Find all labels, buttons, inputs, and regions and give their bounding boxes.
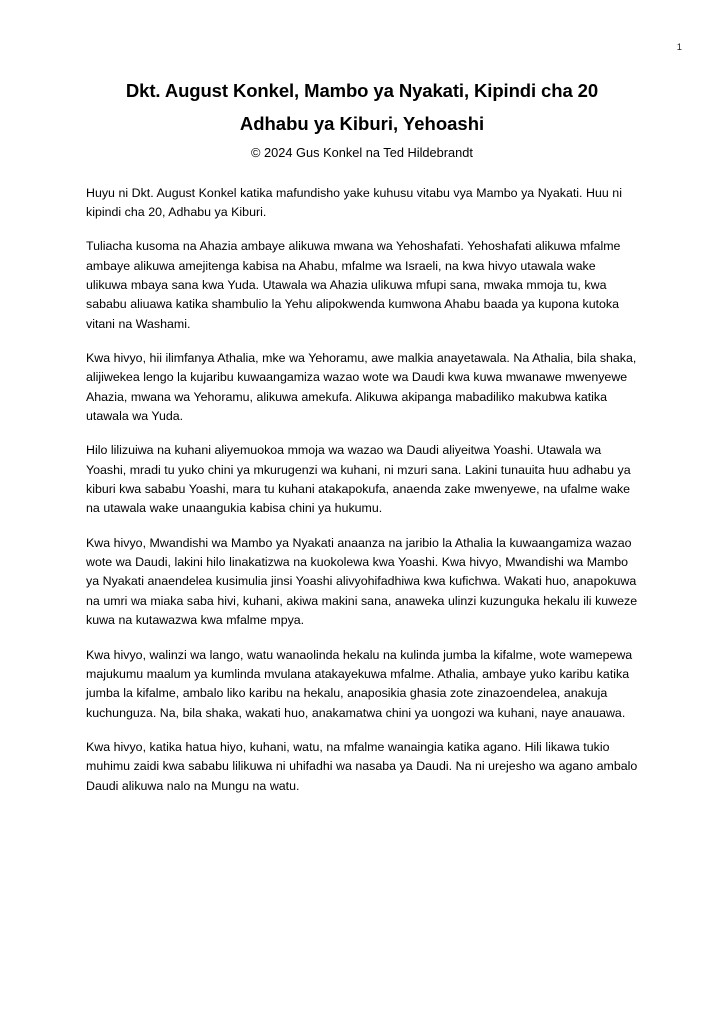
title-block: [86, 0, 638, 160]
paragraph: Kwa hivyo, Mwandishi wa Mambo ya Nyakati anaanza na jaribio la Athalia la kuwaangamiza wazao wote wa Daudi, lakini hilo linakatizwa na kuokolewa kwa Yoashi. Kwa hivyo, Mwandishi wa Mambo ya Nyakati anaendelea kusimulia jinsi Yoashi alivyohifadhiwa kwa kufichwa. Wakati huo, anapokuwa na umri wa miaka saba hivi, kuhani, akiwa makini sana, anaweka ulinzi kuzunguka hekalu ili kuweze kuwa na kutawazwa kwa mfalme mpya.: [86, 535, 638, 628]
page-subtitle: Adhabu ya Kiburi, Yehoashi: [239, 112, 485, 134]
paragraph: Kwa hivyo, hii ilimfanya Athalia, mke wa Yehoramu, awe malkia anayetawala. Na Athalia, bila shaka, alijiwekea lengo la kujaribu kuwaangamiza wazao wote wa Daudi kwa kuwa mwanawe mwenyewe Ahazia, mwana wa Yehoramu, alikuwa amekufa. Alikuwa akipanga mabadiliko makubwa katika utawala wa Yuda.: [86, 351, 637, 424]
page-number: 1: [676, 42, 682, 53]
paragraph: Kwa hivyo, katika hatua hiyo, kuhani, watu, na mfalme wanaingia katika agano. Hili likawa tukio muhimu zaidi kwa sababu lilikuwa ni uhifadhi wa nasaba ya Daudi. Na ni urejesho wa agano ambalo Daudi alikuwa nalo na Mungu na watu.: [86, 739, 638, 793]
copyright-line: © 2024 Gus Konkel na Ted Hildebrandt: [251, 144, 473, 160]
page-title: Dkt. August Konkel, Mambo ya Nyakati, Kipindi cha 20: [125, 80, 599, 101]
paragraph: Tuliacha kusoma na Ahazia ambaye alikuwa mwana wa Yehoshafati. Yehoshafati alikuwa mfalme ambaye alikuwa amejitenga kabisa na Ahabu, mfalme wa Israeli, na kwa hivyo utawala wake ulikuwa mbaya sana kwa Yuda. Utawala wa Ahazia ulikuwa mfupi sana, mwaka mmoja tu, kwa sababu aliuawa katika shambulio la Yehu alipokwenda kumwona Ahabu baada ya kupona kutoka vitani na Washami.: [86, 239, 621, 331]
paragraph: Kwa hivyo, walinzi wa lango, watu wanaolinda hekalu na kulinda jumba la kifalme, wote wamepewa majukumu maalum ya kumlinda mvulana atakayekuwa mfalme. Athalia, ambaye yuko karibu katika jumba la kifalme, ambalo liko karibu na hekalu, anaposikia ghasia zote zinazoendelea, anakuja kuchunguza. Na, bila shaka, wakati huo, anakamatwa chini ya uongozi wa kuhani, naye anauawa.: [86, 647, 633, 720]
paragraph: Hilo lilizuiwa na kuhani aliyemuokoa mmoja wa wazao wa Daudi aliyeitwa Yoashi. Utawala wa Yoashi, mradi tu yuko chini ya mkurugenzi wa kuhani, ni mzuri sana. Lakini tunauita huu adhabu ya kiburi kwa sababu Yoashi, mara tu kuhani atakapokufa, anaenda zake mwenyewe, na ufalme wake na utawala wake unaangukia kabisa chini ya hukumu.: [86, 443, 631, 516]
body-text: [86, 160, 638, 796]
paragraph: Huyu ni Dkt. August Konkel katika mafundisho yake kuhusu vitabu vya Mambo ya Nyakati. Huu ni kipindi cha 20, Adhabu ya Kiburi.: [86, 185, 622, 219]
